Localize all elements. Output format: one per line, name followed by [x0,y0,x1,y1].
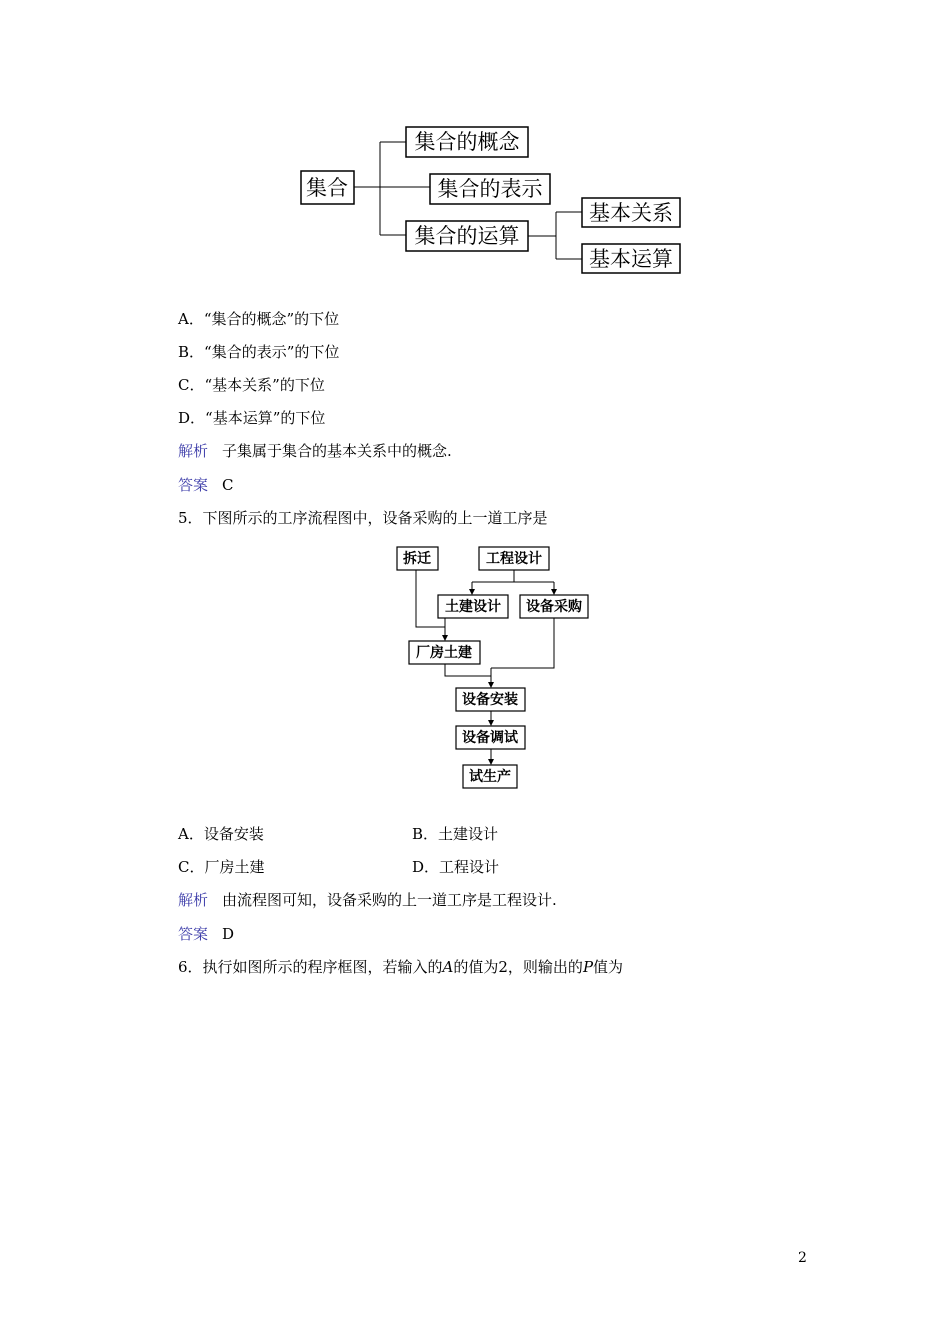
q5-option-a: A．设备安装 [178,825,264,843]
process-flowchart [0,540,950,790]
q5-option-c: C．厂房土建 [178,858,265,876]
flow-trial-label: 试生产 [469,769,511,785]
q5-analysis [178,890,557,910]
answer-label: 答案 [178,476,209,494]
analysis-label: 解析 [178,891,209,909]
q6-stem-post: 值为 [593,958,624,976]
q6-stem [178,957,623,977]
q6-stem-mid: 的值为2，则输出的 [453,958,583,976]
q5-option-b: B．土建设计 [412,825,499,843]
page-number: 2 [798,1250,807,1266]
analysis-label: 解析 [178,442,209,460]
analysis-text: 由流程图可知，设备采购的上一道工序是工程设计. [222,891,557,909]
tree-root-label: 集合 [306,176,348,200]
q5-option-d: D．工程设计 [412,858,500,876]
flow-civil-design-label: 土建设计 [445,599,501,615]
flow-design-split [472,570,554,582]
tree-branch2-label: 集合的表示 [437,177,543,201]
flow-purchase-down [491,618,554,668]
tree-branch3-label: 集合的运算 [414,224,520,248]
flow-install-label: 设备安装 [462,692,518,708]
answer-label: 答案 [178,925,209,943]
answer-text: C [222,476,234,494]
flow-design-label: 工程设计 [486,551,542,567]
q6-var-p: P [582,958,594,976]
q4-option-c: C．“基本关系”的下位 [178,376,325,394]
analysis-text: 子集属于集合的基本关系中的概念. [222,442,452,460]
flow-debug-label: 设备调试 [462,730,518,746]
tree-leaf2-label: 基本运算 [589,247,673,271]
flow-plant-build-label: 厂房土建 [416,645,472,661]
set-concept-tree-diagram [0,0,950,290]
tree-branch3-connector [528,212,582,259]
answer-text: D [222,925,235,943]
q4-answer [178,475,234,495]
q6-var-a: A [442,958,454,976]
q4-option-b: B．“集合的表示”的下位 [178,343,340,361]
q4-option-d: D．“基本运算”的下位 [178,409,326,427]
q6-stem-pre: 6．执行如图所示的程序框图，若输入的 [178,958,443,976]
q5-stem: 5．下图所示的工序流程图中，设备采购的上一道工序是 [178,509,548,527]
flow-purchase-label: 设备采购 [526,599,582,615]
tree-branch1-label: 集合的概念 [414,130,520,154]
q4-option-a: A．“集合的概念”的下位 [178,310,340,328]
q5-answer [178,924,234,944]
q4-analysis [178,441,452,461]
flow-plant-down [445,664,491,676]
flow-demolish-label: 拆迁 [403,551,431,567]
tree-leaf1-label: 基本关系 [589,201,673,225]
